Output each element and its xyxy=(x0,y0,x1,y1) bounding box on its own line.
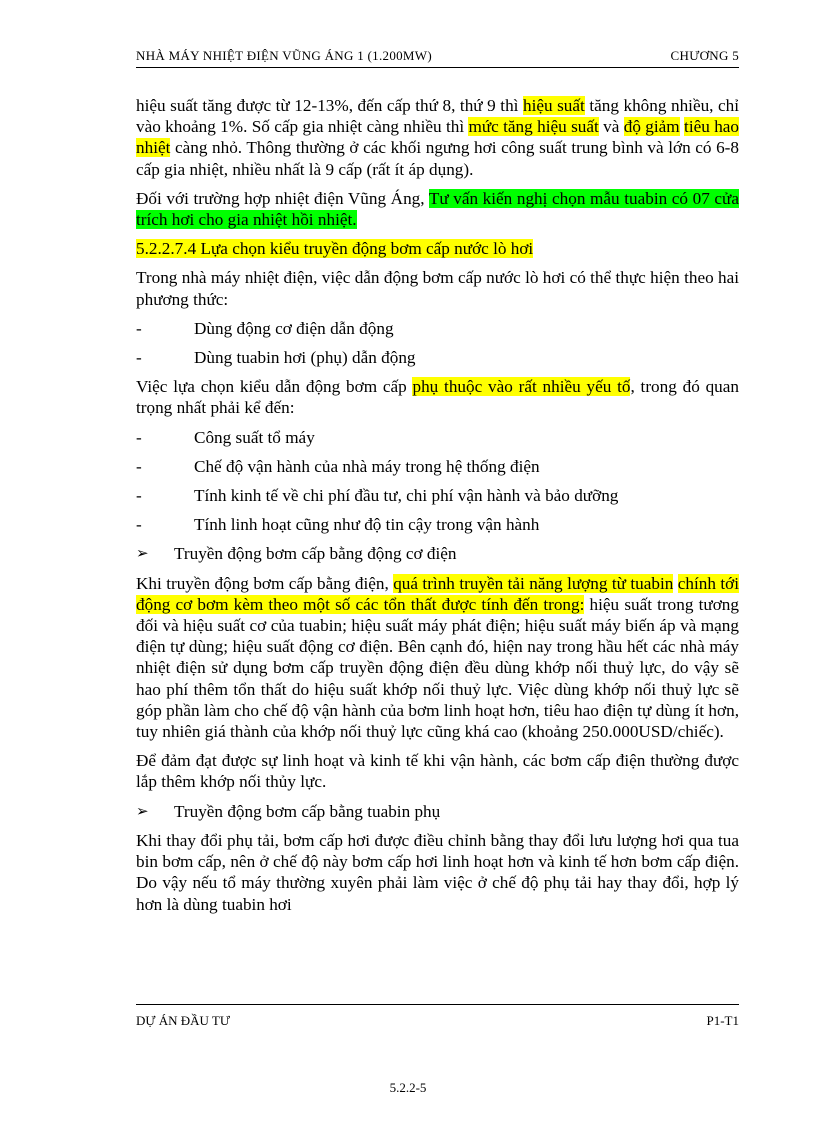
page-footer xyxy=(136,1004,739,1028)
footer-project: DỰ ÁN ĐẦU TƯ xyxy=(136,1013,230,1028)
arrow-icon: ➢ xyxy=(136,801,149,820)
paragraph-electric-drive: Khi truyền động bơm cấp bằng điện, quá trình truyền tải năng lượng từ tuabin chính tới động cơ bơm kèm theo một số các tổn thất được tính đến trong: hiệu suất trong tương đối và hiệu suất cơ của tuabin; hiệu suất máy phát điện; hiệu suất máy biến áp và mạng điện tự dùng; hiệu suất động cơ điện. Bên cạnh đó, hiện nay trong hầu hết các nhà máy nhiệt điện sử dụng bơm cấp truyền động điện đều dùng khớp nối thuỷ lực, do vậy sẽ hao phí thêm tổn thất do hiệu suất khớp nối thuỷ lực. Việc dùng khớp nối thuỷ lực sẽ góp phần làm cho chế độ vận hành của bơm linh hoạt hơn, tiêu hao điện tự dùng ít hơn, tuy nhiên giá thành của khớp nối thuỷ lực cũng khá cao (khoảng 250.000USD/chiếc). xyxy=(136,573,739,742)
highlight: chính tới động cơ bơm kèm theo một số các tổn thất được tính đến trong: xyxy=(136,573,739,614)
header-chapter: CHƯƠNG 5 xyxy=(670,48,739,63)
highlight: quá trình truyền tải năng lượng từ tuabin xyxy=(393,573,674,593)
list-item: - Tính kinh tế về chi phí đầu tư, chi phí vận hành và bảo dưỡng xyxy=(136,486,619,506)
header-title: NHÀ MÁY NHIỆT ĐIỆN VŨNG ÁNG 1 (1.200MW) xyxy=(136,48,432,63)
page-number: 5.2.2-5 xyxy=(389,1080,427,1095)
highlight: tiêu hao nhiệt xyxy=(136,117,740,158)
document-body xyxy=(136,95,739,923)
paragraph-efficiency: hiệu suất tăng được từ 12-13%, đến cấp thứ 8, thứ 9 thì hiệu suất tăng không nhiều, chỉ vào khoảng 1%. Số cấp gia nhiệt càng nhiều thì mức tăng hiệu suất và độ giảm tiêu hao nhiệt càng nhỏ. Thông thường ở các khối ngưng hơi công suất trung bình và lớn có 6-8 cấp gia nhiệt, nhiều nhất là 9 cấp (rất ít áp dụng). xyxy=(136,96,740,179)
list-item: - Dùng động cơ điện dẫn động xyxy=(136,318,394,338)
list-item: - Tính linh hoạt cũng như độ tin cậy trong vận hành xyxy=(136,515,540,535)
paragraph-factors: Việc lựa chọn kiểu dẫn động bơm cấp phụ thuộc vào rất nhiều yếu tố, trong đó quan trọng nhất phải kể đến: xyxy=(136,377,739,418)
arrow-bullet: ➢ Truyền động bơm cấp bằng tuabin phụ xyxy=(136,801,441,821)
highlight: phụ thuộc vào rất nhiều yếu tố xyxy=(412,377,631,397)
highlight-green: Tư vấn kiến nghị chọn mẫu tuabin có 07 cửa trích hơi cho gia nhiệt hồi nhiệt. xyxy=(136,188,739,230)
arrow-icon: ➢ xyxy=(136,544,149,563)
section-heading: 5.2.2.7.4 Lựa chọn kiểu truyền động bơm cấp nước lò hơi xyxy=(136,239,534,259)
highlight: mức tăng hiệu suất xyxy=(468,117,599,137)
list-item: - Chế độ vận hành của nhà máy trong hệ thống điện xyxy=(136,456,540,476)
page-header xyxy=(136,48,739,68)
paragraph-intro: Trong nhà máy nhiệt điện, việc dẫn động bơm cấp nước lò hơi có thể thực hiện theo hai phương thức: xyxy=(136,268,739,309)
footer-code: P1-T1 xyxy=(706,1013,739,1028)
list-item: - Công suất tổ máy xyxy=(136,427,315,447)
list-item: - Dùng tuabin hơi (phụ) dẫn động xyxy=(136,348,416,368)
arrow-bullet: ➢ Truyền động bơm cấp bằng động cơ điện xyxy=(136,544,457,564)
paragraph-flexibility: Để đảm đạt được sự linh hoạt và kinh tế khi vận hành, các bơm cấp điện thường được lắp thêm khớp nối thủy lực. xyxy=(136,751,739,792)
paragraph-turbine-drive: Khi thay đổi phụ tải, bơm cấp hơi được điều chỉnh bằng thay đổi lưu lượng hơi qua tua bin bơm cấp, nên ở chế độ này bơm cấp hơi linh hoạt hơn và kinh tế hơn bơm cấp điện. Do vậy nếu tổ máy thường xuyên phải làm việc ở chế độ phụ tải hay thay đổi, hợp lý hơn là dùng tuabin hơi xyxy=(136,830,739,914)
highlight: hiệu suất xyxy=(522,96,585,115)
paragraph-recommendation: Đối với trường hợp nhiệt điện Vũng Áng, Tư vấn kiến nghị chọn mẫu tuabin có 07 cửa trích hơi cho gia nhiệt hồi nhiệt. xyxy=(136,188,739,230)
highlight: độ giảm xyxy=(623,117,680,137)
